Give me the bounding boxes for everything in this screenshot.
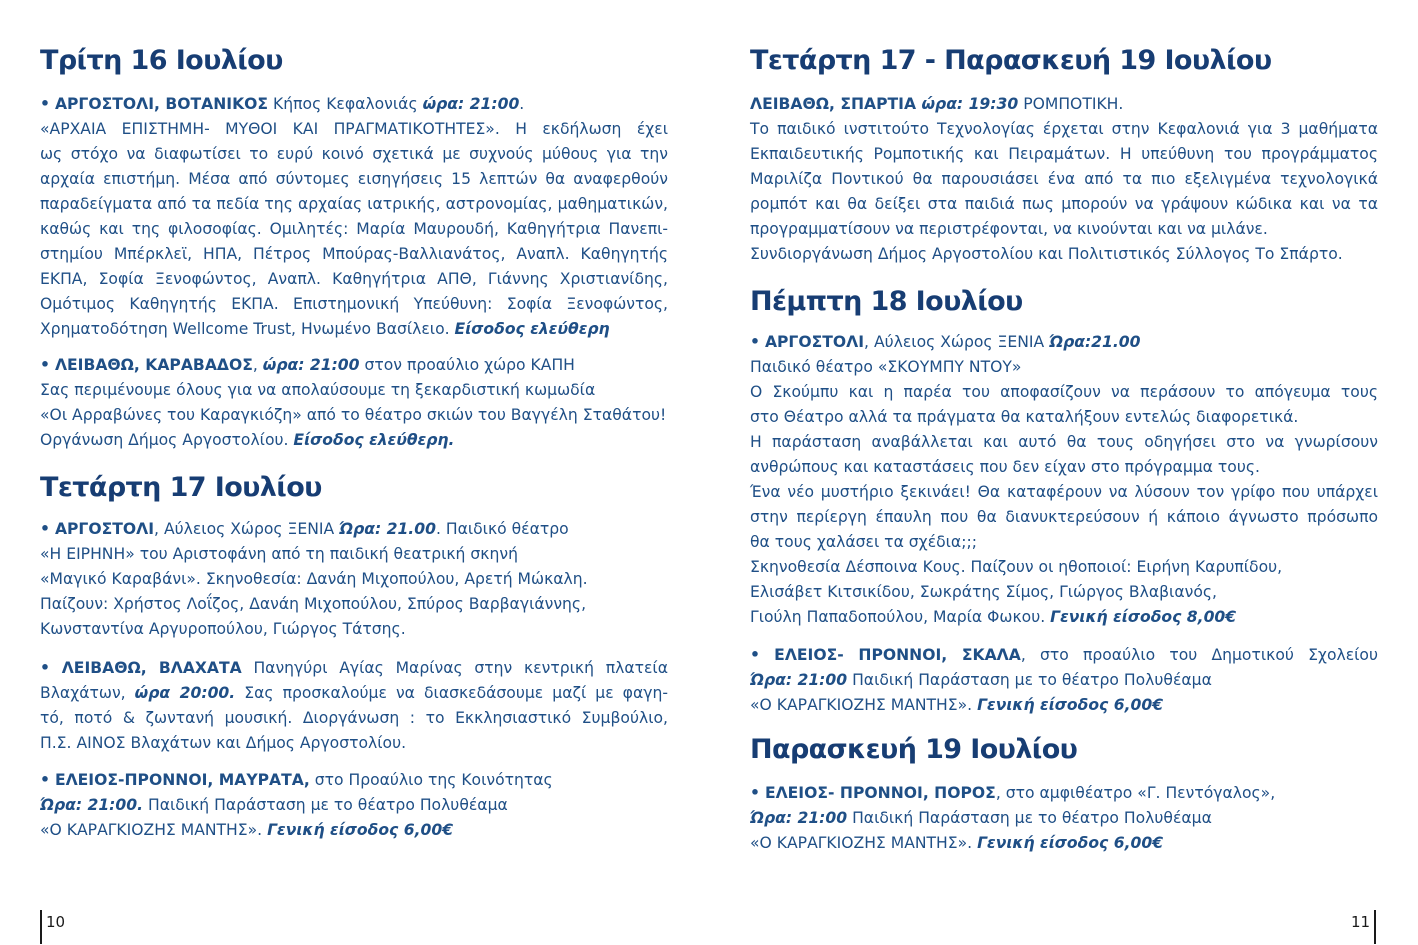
event-line: καθώς και της φιλοσοφίας. Ομιλητές: Μαρία Μαυρουδή, Καθηγήτρια Πανεπι- [40,220,668,238]
event-line: Το παιδικό ινστιτούτο Τεχνολογίας έρχεται στην Κεφαλονιά για 3 μαθήματα [750,120,1378,138]
event-line: Χρηματοδότηση Wellcome Trust, Ηνωμένο Βασίλειο. Είσοδος ελεύθερη [40,320,610,338]
event-line: «Μαγικό Καραβάνι». Σκηνοθεσία: Δανάη Μιχοπούλου, Αρετή Μώκαλη. [40,570,588,588]
event-line: Συνδιοργάνωση Δήμος Αργοστολίου και Πολιτιστικός Σύλλογος Το Σπάρτο. [750,245,1343,263]
heading-thursday-18: Πέμπτη 18 Ιουλίου [750,286,1023,317]
page-number-bar-left [40,910,42,944]
event-eleios-poros [750,781,1378,856]
event-line: • ΑΡΓΟΣΤΟΛΙ, Αύλειος Χώρος ΞΕΝΙΑ Ώρα: 21.00. Παιδικό θέατρο [40,520,569,538]
event-time: Ώρα: 21:00. [40,796,144,814]
ticket-price: Γενική είσοδος 8,00€ [1050,608,1237,626]
entry-free: Είσοδος ελεύθερη [454,320,610,338]
event-line: «Η ΕΙΡΗΝΗ» του Αριστοφάνη από τη παιδική θεατρική σκηνή [40,545,518,563]
event-line: ως στόχο να διαφωτίσει το ευρύ κοινό σχετικά με συχνούς μύθους για την [40,145,668,163]
event-time: ώρα 20:00. [134,684,236,702]
page-number-right: 11 [1351,913,1371,931]
event-time: Ώρα: 21.00 [339,520,436,538]
event-time: Ώρα:21.00 [1049,333,1141,351]
event-line: Βλαχάτων, ώρα 20:00. Σας προσκαλούμε να διασκεδάσουμε μαζί με φαγη- [40,684,668,702]
event-line: Ομότιμος Καθηγητής ΕΚΠΑ. Επιστημονική Υπεύθυνη: Σοφία Ξενοφώντος, [40,295,668,313]
event-argostoli-xenia-wed [40,517,668,642]
right-page [750,0,1378,945]
event-time: ώρα: 21:00 [262,356,360,374]
event-line: ανθρώπους και καταστάσεις που δεν είχαν στο πρόγραμμα τους. [750,458,1260,476]
event-place: ΛΕΙΒΑΘΩ, ΒΛΑΧΑΤΑ [61,659,242,677]
event-line: Η παράσταση αναβάλλεται και αυτό θα τους οδηγήσει στο να γνωρίσουν [750,433,1378,451]
event-line: Σκηνοθεσία Δέσποινα Κους. Παίζουν οι ηθοποιοί: Ειρήνη Καρυπίδου, [750,558,1283,576]
page-number-bar-right [1374,910,1376,944]
event-time: ώρα: 21:00 [422,95,520,113]
event-line: • ΛΕΙΒΑΘΩ, ΚΑΡΑΒΑΔΟΣ, ώρα: 21:00 στον προαύλιο χώρο ΚΑΠΗ [40,356,575,374]
left-page [40,0,668,945]
event-time: Ώρα: 21:00 [750,671,848,689]
event-place: ΑΡΓΟΣΤΟΛΙ [54,520,155,538]
event-line: «Ο ΚΑΡΑΓΚΙΟΖΗΣ ΜΑΝΤΗΣ». Γενική είσοδος 6,00€ [750,834,1164,852]
event-line: «Ο ΚΑΡΑΓΚΙΟΖΗΣ ΜΑΝΤΗΣ». Γενική είσοδος 6,00€ [40,821,454,839]
page-number-left: 10 [46,913,66,931]
event-line: • ΕΛΕΙΟΣ- ΠΡΟΝΝΟΙ, ΠΟΡΟΣ, στο αμφιθέατρο «Γ. Πεντόγαλος», [750,784,1276,802]
event-leivatho-vlachata [40,656,668,756]
ticket-price: Γενική είσοδος 6,00€ [977,696,1164,714]
event-leivatho-karavados [40,353,668,453]
event-line: Εκπαιδευτικής Ρομποτικής και Πειραμάτων. Η υπεύθυνη του προγράμματος [750,145,1378,163]
event-line: Ώρα: 21:00. Παιδική Παράσταση με το θέατρο Πολυθέαμα [40,796,508,814]
event-line: στην περίεργη έπαυλη που θα διανυκτερεύσουν ή κάποιο άγνωστο πρόσωπο [750,508,1378,526]
event-line: στο Θέατρο αλλά τα πράγματα θα καταλήξουν εντελώς διαφορετικά. [750,408,1299,426]
event-line: Ώρα: 21:00 Παιδική Παράσταση με το θέατρο Πολυθέαμα [750,809,1212,827]
event-line: Παίζουν: Χρήστος Λοΐζος, Δανάη Μιχοπούλου, Σπύρος Βαρβαγιάννης, [40,595,587,613]
event-line: • ΛΕΙΒΑΘΩ, ΒΛΑΧΑΤΑ Πανηγύρι Αγίας Μαρίνας στην κεντρική πλατεία [40,659,668,677]
event-line: Παιδικό θέατρο «ΣΚΟΥΜΠΥ ΝΤΟΥ» [750,358,1022,376]
event-line: αρχαία επιστήμη. Μέσα από σύντομες εισηγήσεις 15 λεπτών θα αναφερθούν [40,170,668,188]
event-eleios-mavrata [40,768,668,843]
event-line: θα τους χαλάσει τα σχέδια;;; [750,533,977,551]
event-line: Ο Σκούμπυ και η παρέα του αποφασίζουν να περάσουν το απόγευμα τους [750,383,1378,401]
event-place: ΑΡΓΟΣΤΟΛΙ, ΒΟΤΑΝΙΚΟΣ [54,95,269,113]
event-line: Ώρα: 21:00 Παιδική Παράσταση με το θέατρο Πολυθέαμα [750,671,1212,689]
event-line: προγραμματίσουν να περιστρέφονται, να κινούνται και να μιλάνε. [750,220,1268,238]
event-argostoli-xenia-thu [750,330,1378,630]
event-place: ΕΛΕΙΟΣ- ΠΡΟΝΝΟΙ, ΣΚΑΛΑ [774,646,1021,664]
event-line: Ελισάβετ Κιτσικίδου, Σωκράτης Σίμος, Γιώργος Βλαβιανός, [750,583,1217,601]
event-line: Ένα νέο μυστήριο ξεκινάει! Θα καταφέρουν να λύσουν τον γρίφο που υπάρχει [750,483,1378,501]
ticket-price: Γενική είσοδος 6,00€ [267,821,454,839]
event-argostoli-botanikos [40,92,668,342]
heading-wednesday-17: Τετάρτη 17 Ιουλίου [40,472,322,503]
event-line: Μαριλίζα Ποντικού θα παρουσιάσει ένα από τα πιο εξελιγμένα τεχνολογικά [750,170,1378,188]
event-line: Κωνσταντίνα Αργυροπούλου, Γιώργος Τάτσης. [40,620,406,638]
heading-wednesday-friday: Τετάρτη 17 - Παρασκευή 19 Ιουλίου [750,45,1272,76]
event-eleios-skala [750,643,1378,718]
event-leivatho-spartia [750,92,1378,267]
event-place: ΛΕΙΒΑΘΩ, ΚΑΡΑΒΑΔΟΣ [54,356,253,374]
event-place: ΕΛΕΙΟΣ- ΠΡΟΝΝΟΙ, ΠΟΡΟΣ [764,784,996,802]
event-line: «Ο ΚΑΡΑΓΚΙΟΖΗΣ ΜΑΝΤΗΣ». Γενική είσοδος 6,00€ [750,696,1164,714]
heading-tuesday-16: Τρίτη 16 Ιουλίου [40,45,283,76]
event-line: • ΑΡΓΟΣΤΟΛΙ, ΒΟΤΑΝΙΚΟΣ Κήπος Κεφαλονιάς ώρα: 21:00. [40,95,525,113]
event-line: ΕΚΠΑ, Σοφία Ξενοφώντος, Αναπλ. Καθηγήτρια ΑΠΘ, Γιάννης Χριστιανίδης, [40,270,668,288]
event-line: παραδείγματα από τα πεδία της αρχαίας ιατρικής, αστρονομίας, μαθηματικών, [40,195,668,213]
event-line: τό, ποτό & ζωντανή μουσική. Διοργάνωση : το Εκκλησιαστικό Συμβούλιο, [40,709,668,727]
event-line: • ΕΛΕΙΟΣ-ΠΡΟΝΝΟΙ, ΜΑΥΡΑΤΑ, στο Προαύλιο της Κοινότητας [40,771,553,789]
ticket-price: Γενική είσοδος 6,00€ [977,834,1164,852]
event-line: ρομπότ και θα δείξει στα παιδιά πως μπορούν να γράψουν κώδικα και να τα [750,195,1378,213]
event-line: Γιούλη Παπαδοπούλου, Μαρία Φωκου. Γενική είσοδος 8,00€ [750,608,1237,626]
event-line: • ΑΡΓΟΣΤΟΛΙ, Αύλειος Χώρος ΞΕΝΙΑ Ώρα:21.00 [750,333,1141,351]
event-line: ΛΕΙΒΑΘΩ, ΣΠΑΡΤΙΑ ώρα: 19:30 ΡΟΜΠΟΤΙΚΗ. [750,95,1124,113]
event-time: ώρα: 19:30 [916,95,1019,113]
event-line: στημίου Μπέρκλεϊ, ΗΠΑ, Πέτρος Μπούρας-Βαλλιανάτος, Αναπλ. Καθηγητής [40,245,668,263]
event-line: • ΕΛΕΙΟΣ- ΠΡΟΝΝΟΙ, ΣΚΑΛΑ, στο προαύλιο του Δημοτικού Σχολείου [750,646,1378,664]
event-line: Π.Σ. ΑΙΝΟΣ Βλαχάτων και Δήμος Αργοστολίου. [40,734,407,752]
entry-free: Είσοδος ελεύθερη. [293,431,455,449]
event-line: «Οι Αρραβώνες του Καραγκιόζη» από το θέατρο σκιών του Βαγγέλη Σταθάτου! [40,406,667,424]
event-place: ΕΛΕΙΟΣ-ΠΡΟΝΝΟΙ, ΜΑΥΡΑΤΑ, [54,771,310,789]
event-time: Ώρα: 21:00 [750,809,848,827]
event-line: «ΑΡΧΑΙΑ ΕΠΙΣΤΗΜΗ- ΜΥΘΟΙ ΚΑΙ ΠΡΑΓΜΑΤΙΚΟΤΗΤΕΣ». Η εκδήλωση έχει [40,120,668,138]
heading-friday-19: Παρασκευή 19 Ιουλίου [750,734,1078,765]
event-line: Σας περιμένουμε όλους για να απολαύσουμε τη ξεκαρδιστική κωμωδία [40,381,596,399]
event-place: ΛΕΙΒΑΘΩ, ΣΠΑΡΤΙΑ [750,95,917,113]
event-place: ΑΡΓΟΣΤΟΛΙ [764,333,865,351]
event-line: Οργάνωση Δήμος Αργοστολίου. Είσοδος ελεύθερη. [40,431,455,449]
